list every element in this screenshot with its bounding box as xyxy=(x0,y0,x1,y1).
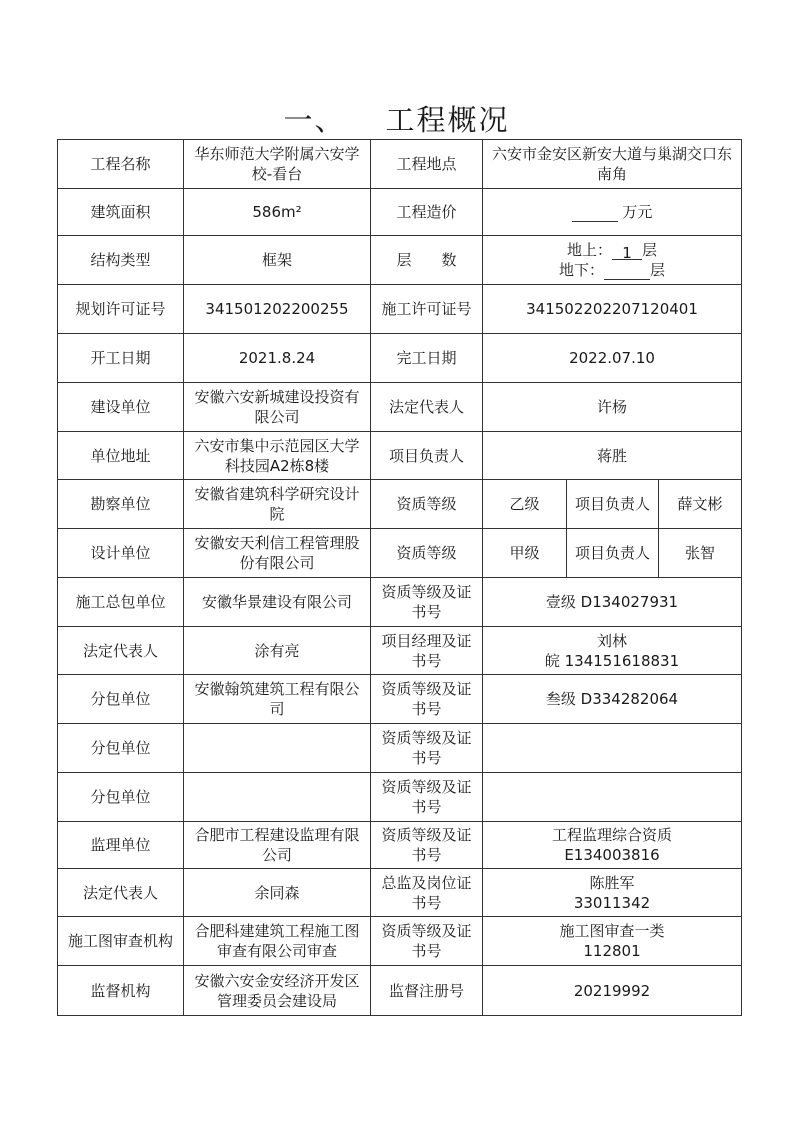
pm-value xyxy=(483,627,742,675)
review-cert: 112801 xyxy=(583,942,641,960)
sub3-qual-value xyxy=(483,773,742,822)
builder-label: 建设单位 xyxy=(58,383,184,432)
survey-lead-label: 项目负责人 xyxy=(567,480,659,529)
floors-below: 地下： 层 xyxy=(558,261,666,279)
chief-label: 总监及岗位证书号 xyxy=(371,869,483,917)
location-value: 六安市金安区新安大道与巢湖交口东南角 xyxy=(483,140,742,189)
review-label: 施工图审查机构 xyxy=(58,917,184,966)
table-row xyxy=(58,869,742,917)
survey-grade-value: 乙级 xyxy=(483,480,567,529)
cost-label: 工程造价 xyxy=(371,189,483,236)
design-grade-label: 资质等级 xyxy=(371,529,483,578)
construction-permit-label: 施工许可证号 xyxy=(371,285,483,334)
address-label: 单位地址 xyxy=(58,432,184,480)
builder-legal-rep-value: 许杨 xyxy=(483,383,742,432)
sub1-unit-value: 安徽翰筑建筑工程有限公司 xyxy=(184,675,371,724)
table-row xyxy=(58,917,742,966)
table-row xyxy=(58,140,742,189)
structure-label: 结构类型 xyxy=(58,236,184,285)
review-qual: 施工图审查一类 xyxy=(559,922,665,940)
review-unit-value: 合肥科建建筑工程施工图审查有限公司审查 xyxy=(184,917,371,966)
survey-unit-value: 安徽省建筑科学研究设计院 xyxy=(184,480,371,529)
sup-legal-value: 余同森 xyxy=(184,869,371,917)
gc-legal-value: 涂有亮 xyxy=(184,627,371,675)
gc-label: 施工总包单位 xyxy=(58,578,184,627)
sub2-unit-value xyxy=(184,724,371,773)
sub1-label: 分包单位 xyxy=(58,675,184,724)
chief-value xyxy=(483,869,742,917)
sub2-label: 分包单位 xyxy=(58,724,184,773)
address-value: 六安市集中示范园区大学科技园A2栋8楼 xyxy=(184,432,371,480)
sub2-qual-label: 资质等级及证书号 xyxy=(371,724,483,773)
project-name-value: 华东师范大学附属六安学校-看台 xyxy=(184,140,371,189)
structure-value: 框架 xyxy=(184,236,371,285)
design-label: 设计单位 xyxy=(58,529,184,578)
table-row xyxy=(58,966,742,1016)
gc-unit-value: 安徽华景建设有限公司 xyxy=(184,578,371,627)
floors-value xyxy=(483,236,742,285)
design-lead-label: 项目负责人 xyxy=(567,529,659,578)
project-overview-table xyxy=(57,139,742,1016)
cost-value xyxy=(483,189,742,236)
location-label: 工程地点 xyxy=(371,140,483,189)
end-date-value: 2022.07.10 xyxy=(483,334,742,383)
pm-cert: 皖 134151618831 xyxy=(544,651,680,670)
sup-legal-label: 法定代表人 xyxy=(58,869,184,917)
project-lead-label: 项目负责人 xyxy=(371,432,483,480)
start-date-value: 2021.8.24 xyxy=(184,334,371,383)
table-row xyxy=(58,383,742,432)
table-row xyxy=(58,189,742,236)
table-row xyxy=(58,822,742,869)
area-value: 586m² xyxy=(184,189,371,236)
oversight-label: 监督机构 xyxy=(58,966,184,1016)
survey-lead-value: 薛文彬 xyxy=(659,480,742,529)
start-date-label: 开工日期 xyxy=(58,334,184,383)
floors-above: 地上： 1 层 xyxy=(566,241,658,262)
table-row xyxy=(58,334,742,383)
table-row xyxy=(58,432,742,480)
pm-name: 刘林 xyxy=(597,631,628,650)
design-grade-value: 甲级 xyxy=(483,529,567,578)
plan-permit-value: 341501202200255 xyxy=(184,285,371,334)
gc-qual-value: 壹级 D134027931 xyxy=(483,578,742,627)
area-label: 建筑面积 xyxy=(58,189,184,236)
supervision-label: 监理单位 xyxy=(58,822,184,869)
cost-unit: 万元 xyxy=(622,203,653,221)
table-row xyxy=(58,480,742,529)
builder-value: 安徽六安新城建设投资有限公司 xyxy=(184,383,371,432)
construction-permit-value: 341502202207120401 xyxy=(483,285,742,334)
oversight-unit-value: 安徽六安金安经济开发区管理委员会建设局 xyxy=(184,966,371,1016)
supervision-qual-value xyxy=(483,822,742,869)
sub1-qual-label: 资质等级及证书号 xyxy=(371,675,483,724)
design-unit-value: 安徽安天利信工程管理股份有限公司 xyxy=(184,529,371,578)
project-name-label: 工程名称 xyxy=(58,140,184,189)
sub3-label: 分包单位 xyxy=(58,773,184,822)
sub1-qual-value: 叁级 D334282064 xyxy=(483,675,742,724)
sub3-qual-label: 资质等级及证书号 xyxy=(371,773,483,822)
sub3-unit-value xyxy=(184,773,371,822)
table-row xyxy=(58,627,742,675)
page-title xyxy=(0,98,793,139)
chief-name: 陈胜军 xyxy=(589,873,635,892)
survey-grade-label: 资质等级 xyxy=(371,480,483,529)
table-row xyxy=(58,285,742,334)
oversight-reg-label: 监督注册号 xyxy=(371,966,483,1016)
table-row xyxy=(58,236,742,285)
sub2-qual-value xyxy=(483,724,742,773)
supervision-unit-value: 合肥市工程建设监理有限公司 xyxy=(184,822,371,869)
table-row xyxy=(58,773,742,822)
design-lead-value: 张智 xyxy=(659,529,742,578)
project-lead-value: 蒋胜 xyxy=(483,432,742,480)
builder-legal-rep-label: 法定代表人 xyxy=(371,383,483,432)
cost-blank xyxy=(572,205,618,222)
table-row xyxy=(58,529,742,578)
gc-legal-label: 法定代表人 xyxy=(58,627,184,675)
pm-label: 项目经理及证书号 xyxy=(371,627,483,675)
table-row xyxy=(58,578,742,627)
review-qual-label: 资质等级及证书号 xyxy=(371,917,483,966)
supervision-qual: 工程监理综合资质 xyxy=(552,826,673,844)
end-date-label: 完工日期 xyxy=(371,334,483,383)
table-row xyxy=(58,724,742,773)
plan-permit-label: 规划许可证号 xyxy=(58,285,184,334)
chief-cert: 33011342 xyxy=(573,893,651,912)
review-qual-value xyxy=(483,917,742,966)
oversight-reg-value: 20219992 xyxy=(483,966,742,1016)
section-title: 工程概况 xyxy=(385,103,510,137)
table-row xyxy=(58,675,742,724)
gc-qual-label: 资质等级及证书号 xyxy=(371,578,483,627)
supervision-qual-label: 资质等级及证书号 xyxy=(371,822,483,869)
supervision-cert: E134003816 xyxy=(564,846,660,864)
floors-label: 层 数 xyxy=(371,236,483,285)
survey-label: 勘察单位 xyxy=(58,480,184,529)
section-number: 一、 xyxy=(283,103,346,137)
